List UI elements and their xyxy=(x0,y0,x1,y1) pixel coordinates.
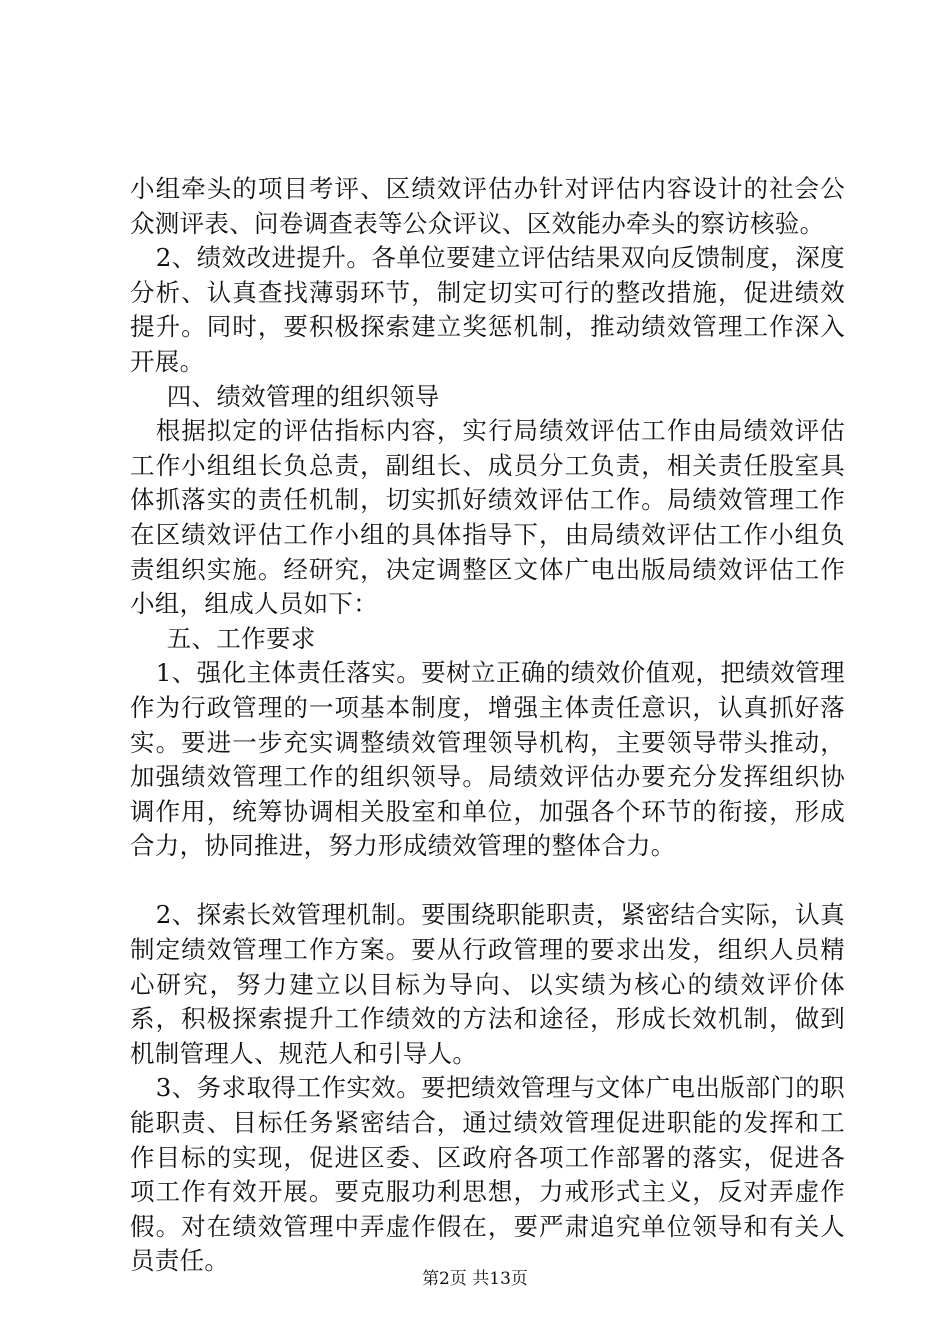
paragraph-continuation: 小组牵头的项目考评、区绩效评估办针对评估内容设计的社会公众测评表、问卷调查表等公众评议、区效能办牵头的察访核验。 xyxy=(130,174,845,238)
paragraph-requirement-2: 2、探索长效管理机制。要围绕职能职责，紧密结合实际，认真制定绩效管理工作方案。要从行政管理的要求出发，组织人员精心研究，努力建立以目标为导向、以实绩为核心的绩效评价体系，积极探索提升工作绩效的方法和途径，形成长效机制，做到机制管理人、规范人和引导人。 xyxy=(130,900,845,1068)
paragraph-organization: 根据拟定的评估指标内容，实行局绩效评估工作由局绩效评估工作小组组长负总责，副组长、成员分工负责，相关责任股室具体抓落实的责任机制，切实抓好绩效评估工作。局绩效管理工作在区绩效评估工作小组的具体指导下，由局绩效评估工作小组负责组织实施。经研究，决定调整区文体广电出版局绩效评估工作小组，组成人员如下： xyxy=(130,416,845,619)
section-heading-organization: 四、绩效管理的组织领导 xyxy=(166,381,440,411)
page-footer: 第2页 共13页 xyxy=(422,1269,528,1289)
paragraph-performance-improvement: 2、绩效改进提升。各单位要建立评估结果双向反馈制度，深度分析、认真查找薄弱环节，制定切实可行的整改措施，促进绩效提升。同时，要积极探索建立奖惩机制，推动绩效管理工作深入开展。 xyxy=(130,243,845,376)
paragraph-requirement-3: 3、务求取得工作实效。要把绩效管理与文体广电出版部门的职能职责、目标任务紧密结合，通过绩效管理促进职能的发挥和工作目标的实现，促进区委、区政府各项工作部署的落实，促进各项工作有效开展。要克服功利思想，力戒形式主义，反对弄虚作假。对在绩效管理中弄虚作假在，要严肃追究单位领导和有关人员责任。 xyxy=(130,1073,845,1276)
section-heading-requirements: 五、工作要求 xyxy=(166,623,316,653)
paragraph-requirement-1: 1、强化主体责任落实。要树立正确的绩效价值观，把绩效管理作为行政管理的一项基本制度，增强主体责任意识，认真抓好落实。要进一步充实调整绩效管理领导机构，主要领导带头推动，加强绩效管理工作的组织领导。局绩效评估办要充分发挥组织协调作用，统筹协调相关股室和单位，加强各个环节的衔接，形成合力，协同推进，努力形成绩效管理的整体合力。 xyxy=(130,658,845,861)
document-body xyxy=(130,172,845,1279)
blank-line xyxy=(130,864,845,899)
